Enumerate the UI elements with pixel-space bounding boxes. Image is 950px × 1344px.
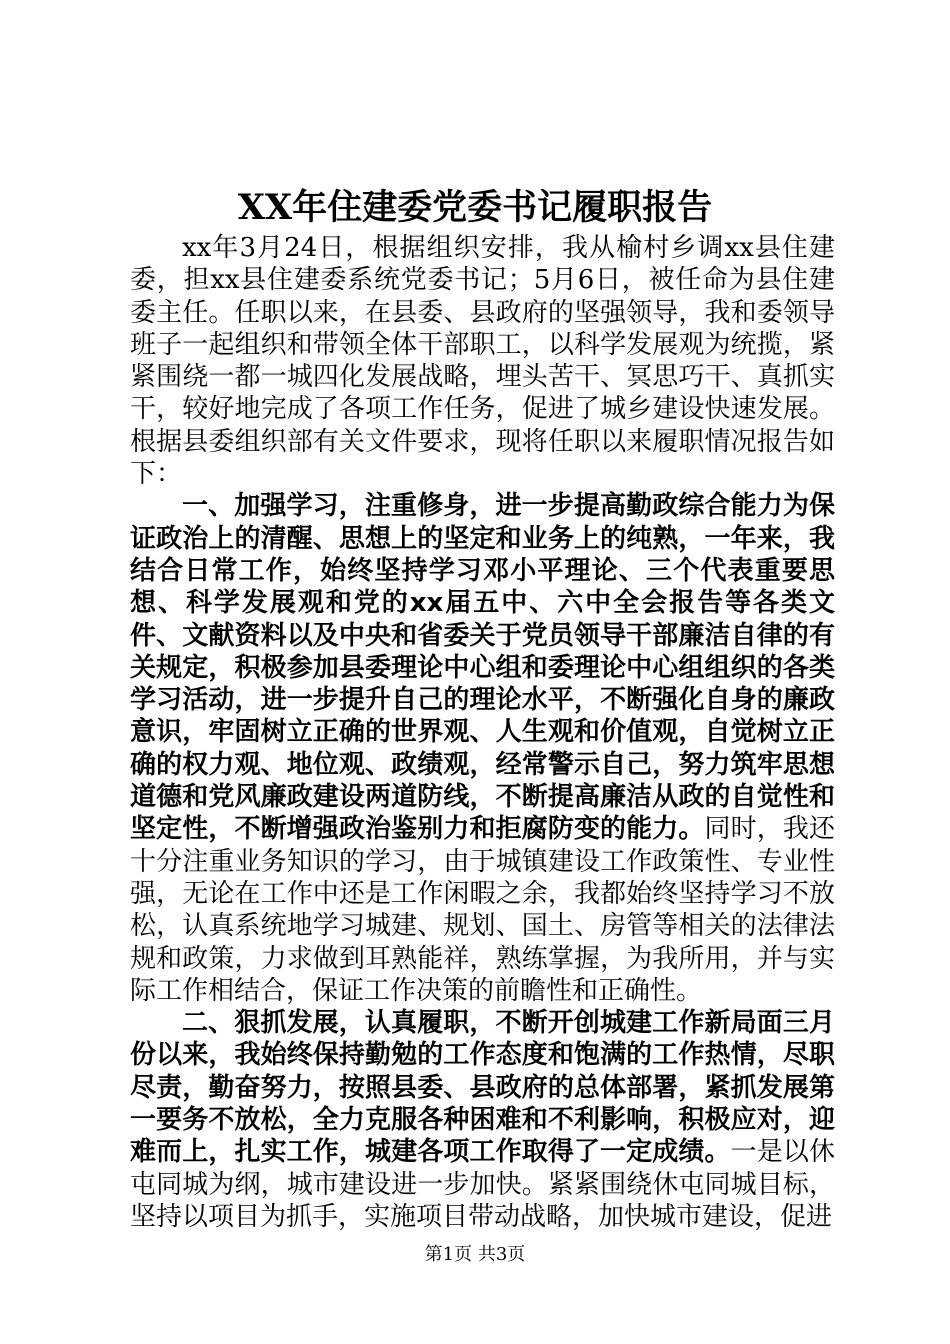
section-2-heading-text: 二、狠抓发展，认真履职，不断开创城建工作新局面三月份以来，我始终保持勤勉的工作态度和饱满的工作热情，尽职尽责，勤奋努力，按照县委、县政府的总体部署，紧抓发展第一要务不放松，全力克服各种困难和不利影响，积极应对，迎难而上，扎实工作，城建各项工作取得了一定成绩。 (130, 1008, 835, 1168)
section-2-body-text: 一是以休屯同城为纲，城市建设进一步加快。紧紧围绕休屯同城目标，坚持以项目为抓手，实施项目带动战略，加快城市建设，促进 (130, 1137, 835, 1232)
page-footer: 第1页 共3页 (424, 1244, 526, 1265)
document-title: XX年住建委党委书记履职报告 (237, 187, 713, 228)
section-1-paragraph (130, 490, 835, 1007)
section-2-paragraph (130, 1007, 835, 1233)
document-body (130, 232, 835, 1233)
section-1-body-text: 同时，我还十分注重业务知识的学习，由于城镇建设工作政策性、专业性强，无论在工作中还是工作闲暇之余，我都始终坚持学习不放松，认真系统地学习城建、规划、国土、房管等相关的法律法规和政策，力求做到耳熟能祥，熟练掌握，为我所用，并与实际工作相结合，保证工作决策的前瞻性和正确性。 (130, 814, 835, 1006)
section-1-heading-text: 一、加强学习，注重修身，进一步提高勤政综合能力为保证政治上的清醒、思想上的坚定和业务上的纯熟，一年来，我结合日常工作，始终坚持学习邓小平理论、三个代表重要思想、科学发展观和党的xx届五中、六中全会报告等各类文件、文献资料以及中央和省委关于党员领导干部廉洁自律的有关规定，积极参加县委理论中心组和委理论中心组组织的各类学习活动，进一步提升自己的理论水平，不断强化自身的廉政意识，牢固树立正确的世界观、人生观和价值观，自觉树立正确的权力观、地位观、政绩观，经常警示自己，努力筑牢思想道德和党风廉政建设两道防线，不断提高廉洁从政的自觉性和坚定性，不断增强政治鉴别力和拒腐防变的能力。 (130, 491, 835, 845)
intro-paragraph: xx年3月24日，根据组织安排，我从榆村乡调xx县住建委，担xx县住建委系统党委书记；5月6日，被任命为县住建委主任。任职以来，在县委、县政府的坚强领导，我和委领导班子一起组织和带领全体干部职工，以科学发展观为统揽，紧紧围绕一都一城四化发展战略，埋头苦干、冥思巧干、真抓实干，较好地完成了各项工作任务，促进了城乡建设快速发展。根据县委组织部有关文件要求，现将任职以来履职情况报告如下： (130, 233, 835, 490)
